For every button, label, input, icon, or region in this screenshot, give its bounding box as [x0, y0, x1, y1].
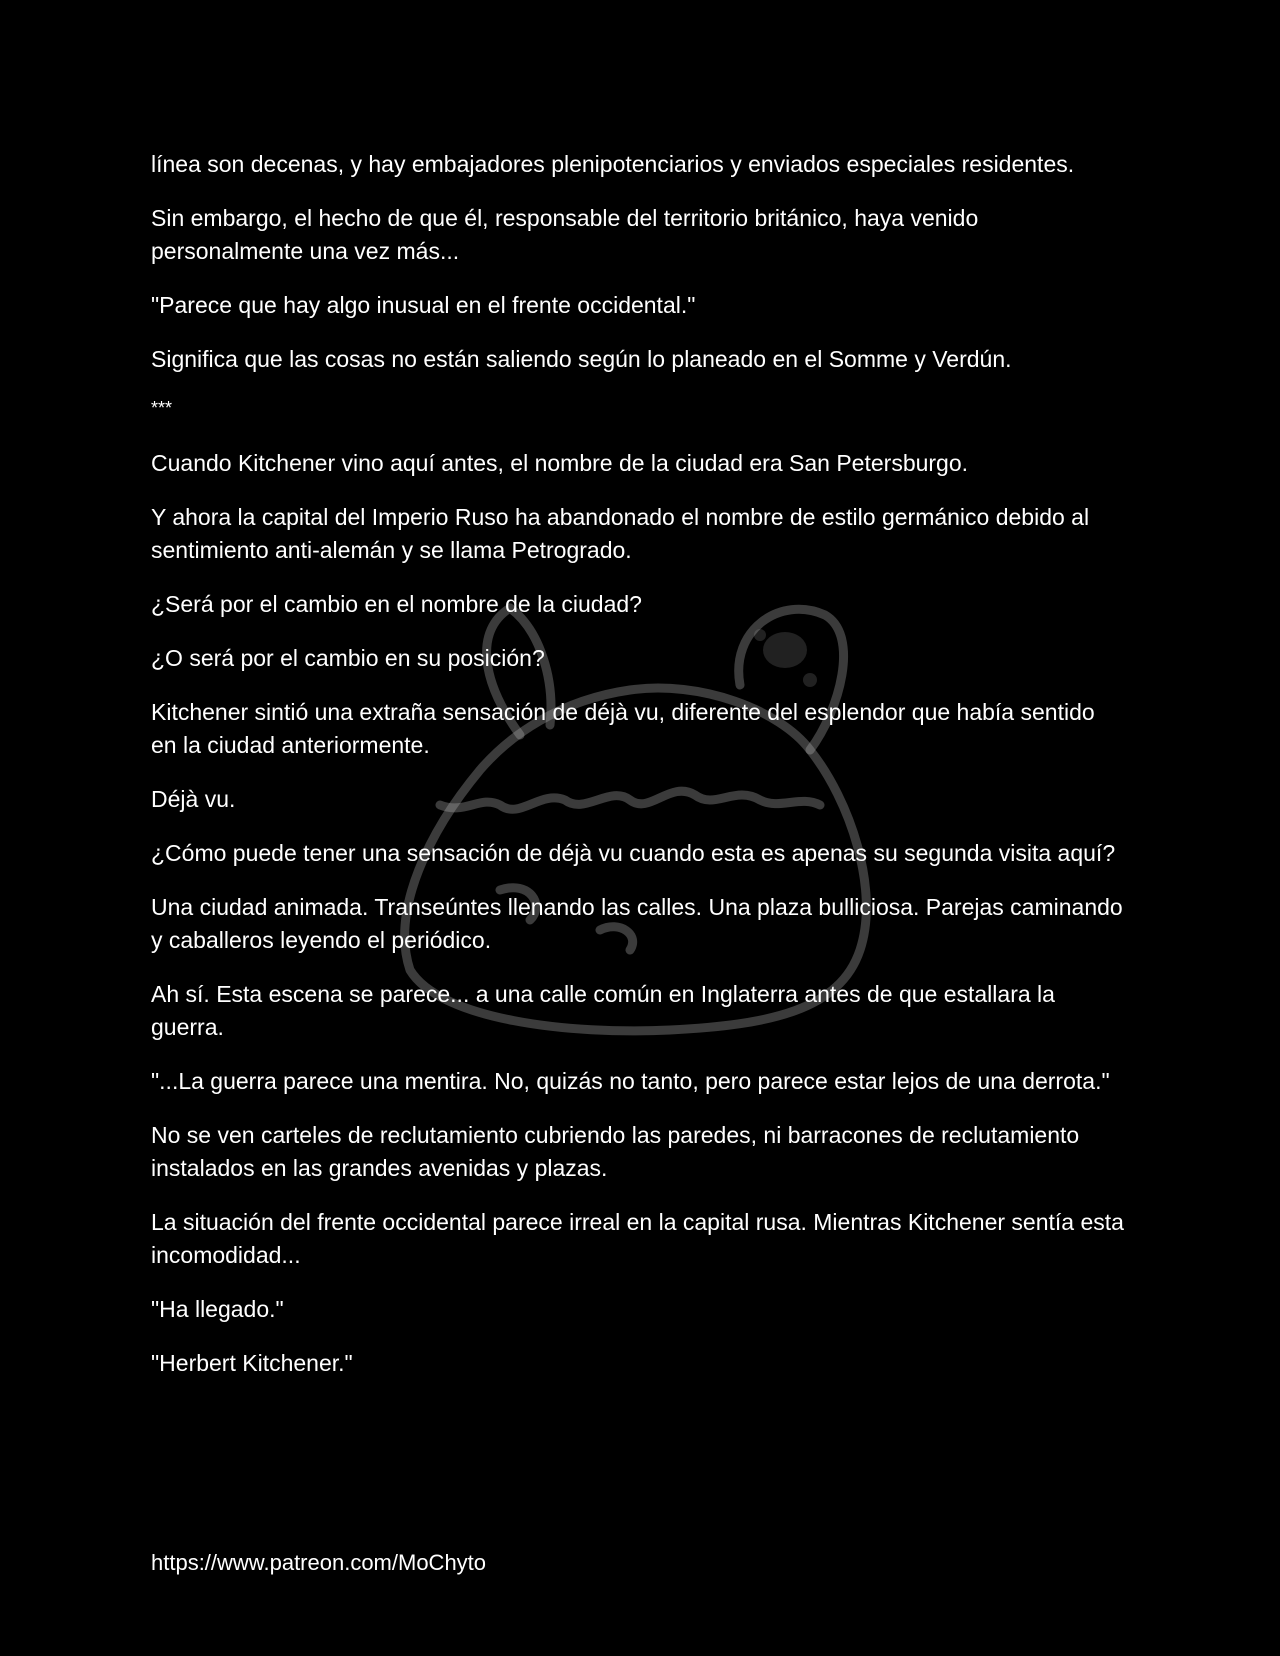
paragraph: ¿Será por el cambio en el nombre de la ciudad?	[151, 591, 642, 617]
paragraph: Déjà vu.	[151, 786, 236, 812]
paragraph: "Parece que hay algo inusual en el frente occidental."	[151, 292, 696, 318]
paragraph: "Ha llegado."	[151, 1296, 284, 1322]
paragraph: Una ciudad animada. Transeúntes llenando las calles. Una plaza bulliciosa. Parejas caminando y caballeros leyendo el periódico.	[151, 894, 1123, 953]
scene-separator: ***	[151, 398, 173, 418]
paragraph: Ah sí. Esta escena se parece... a una calle común en Inglaterra antes de que estallara la guerra.	[151, 981, 1055, 1040]
paragraph: Sin embargo, el hecho de que él, responsable del territorio británico, haya venido personalmente una vez más...	[151, 205, 979, 264]
paragraph: Y ahora la capital del Imperio Ruso ha abandonado el nombre de estilo germánico debido al sentimiento anti-alemán y se llama Petrogrado.	[151, 504, 1090, 563]
paragraph: ¿O será por el cambio en su posición?	[151, 645, 545, 671]
paragraph: Cuando Kitchener vino aquí antes, el nombre de la ciudad era San Petersburgo.	[151, 450, 969, 476]
paragraph: ¿Cómo puede tener una sensación de déjà vu cuando esta es apenas su segunda visita aquí?	[151, 840, 1116, 866]
paragraph: línea son decenas, y hay embajadores plenipotenciarios y enviados especiales residentes.	[151, 151, 1075, 177]
paragraph: No se ven carteles de reclutamiento cubriendo las paredes, ni barracones de reclutamiento instalados en las grandes avenidas y plazas.	[151, 1122, 1080, 1181]
paragraph: "Herbert Kitchener."	[151, 1350, 353, 1376]
paragraph: La situación del frente occidental parece irreal en la capital rusa. Mientras Kitchener sentía esta incomodidad...	[151, 1209, 1124, 1268]
chapter-text	[151, 148, 1126, 1401]
paragraph: Significa que las cosas no están saliendo según lo planeado en el Somme y Verdún.	[151, 346, 1012, 372]
paragraph: "...La guerra parece una mentira. No, quizás no tanto, pero parece estar lejos de una derrota."	[151, 1068, 1110, 1094]
paragraph: Kitchener sintió una extraña sensación de déjà vu, diferente del esplendor que había sentido en la ciudad anteriormente.	[151, 699, 1095, 758]
patreon-link[interactable]: https://www.patreon.com/MoChyto	[151, 1550, 487, 1575]
